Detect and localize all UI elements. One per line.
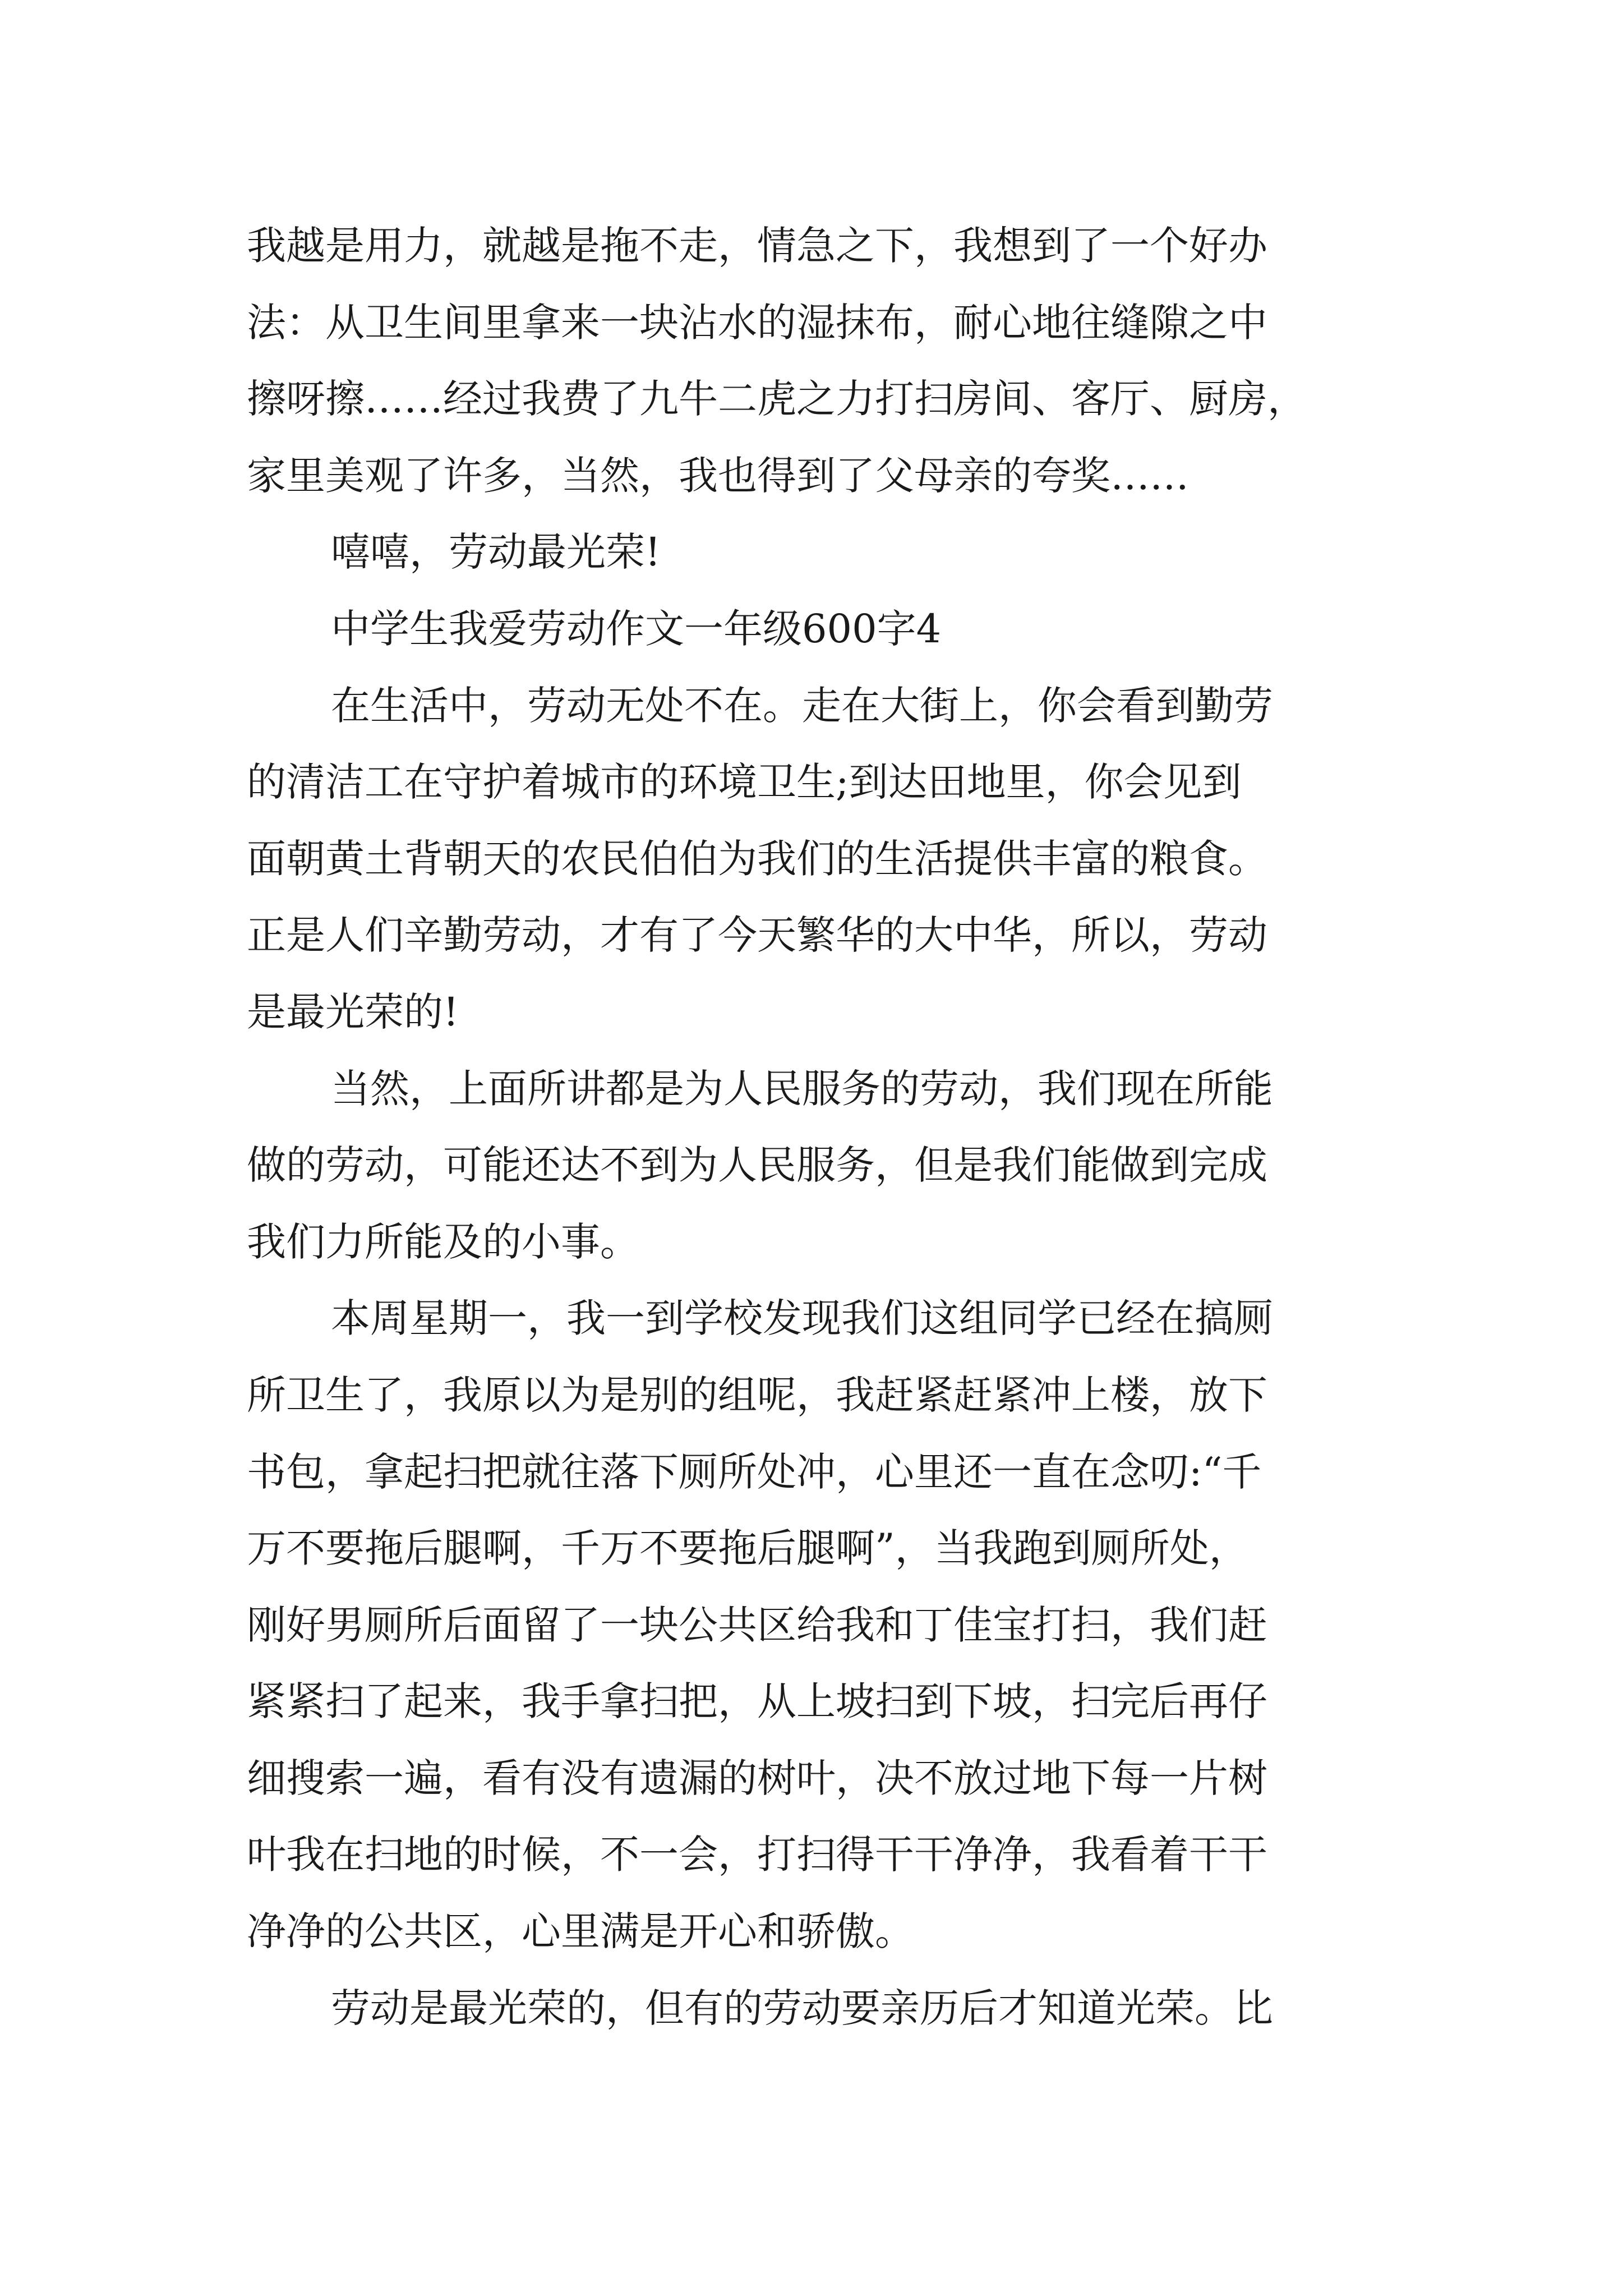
text-line: 劳动是最光荣的，但有的劳动要亲历后才知道光荣。比 [331, 1985, 1273, 2031]
text-line: 我越是用力，就越是拖不走，情急之下，我想到了一个好办 [247, 223, 1267, 269]
text-line: 正是人们辛勤劳动，才有了今天繁华的大中华，所以，劳动 [247, 912, 1267, 959]
text-line: 本周星期一，我一到学校发现我们这组同学已经在搞厕 [331, 1295, 1273, 1342]
text-line: 是最光荣的! [247, 988, 459, 1035]
section-heading: 中学生我爱劳动作文一年级600字4 [331, 605, 942, 652]
text-line: 的清洁工在守护着城市的环境卫生;到达田地里，你会见到 [247, 759, 1242, 806]
text-line: 我们力所能及的小事。 [247, 1218, 639, 1265]
text-line: 在生活中，劳动无处不在。走在大街上，你会看到勤劳 [331, 682, 1273, 729]
text-line: 擦呀擦……经过我费了九牛二虎之力打扫房间、客厅、厨房， [247, 376, 1307, 422]
text-line: 细搜索一遍，看有没有遗漏的树叶，决不放过地下每一片树 [247, 1755, 1267, 1801]
text-line: 书包，拿起扫把就往落下厕所处冲，心里还一直在念叨:“千 [247, 1448, 1262, 1495]
text-line: 所卫生了，我原以为是别的组呢，我赶紧赶紧冲上楼，放下 [247, 1372, 1267, 1418]
text-line: 刚好男厕所后面留了一块公共区给我和丁佳宝打扫，我们赶 [247, 1602, 1267, 1648]
text-line: 嘻嘻，劳动最光荣! [331, 529, 661, 576]
text-line: 做的劳动，可能还达不到为人民服务，但是我们能做到完成 [247, 1142, 1267, 1189]
text-line: 万不要拖后腿啊，千万不要拖后腿啊”，当我跑到厕所处， [247, 1525, 1248, 1572]
text-line: 叶我在扫地的时候，不一会，打扫得干干净净，我看着干干 [247, 1832, 1267, 1878]
text-line: 紧紧扫了起来，我手拿扫把，从上坡扫到下坡，扫完后再仔 [247, 1678, 1267, 1725]
text-line: 当然，上面所讲都是为人民服务的劳动，我们现在所能 [331, 1065, 1273, 1112]
document-body [247, 208, 1391, 2046]
text-line: 净净的公共区，心里满是开心和骄傲。 [247, 1908, 914, 1955]
text-line: 法：从卫生间里拿来一块沾水的湿抹布，耐心地往缝隙之中 [247, 299, 1267, 346]
text-line: 家里美观了许多，当然，我也得到了父母亲的夸奖…… [247, 452, 1189, 499]
text-line: 面朝黄土背朝天的农民伯伯为我们的生活提供丰富的粮食。 [247, 835, 1267, 882]
